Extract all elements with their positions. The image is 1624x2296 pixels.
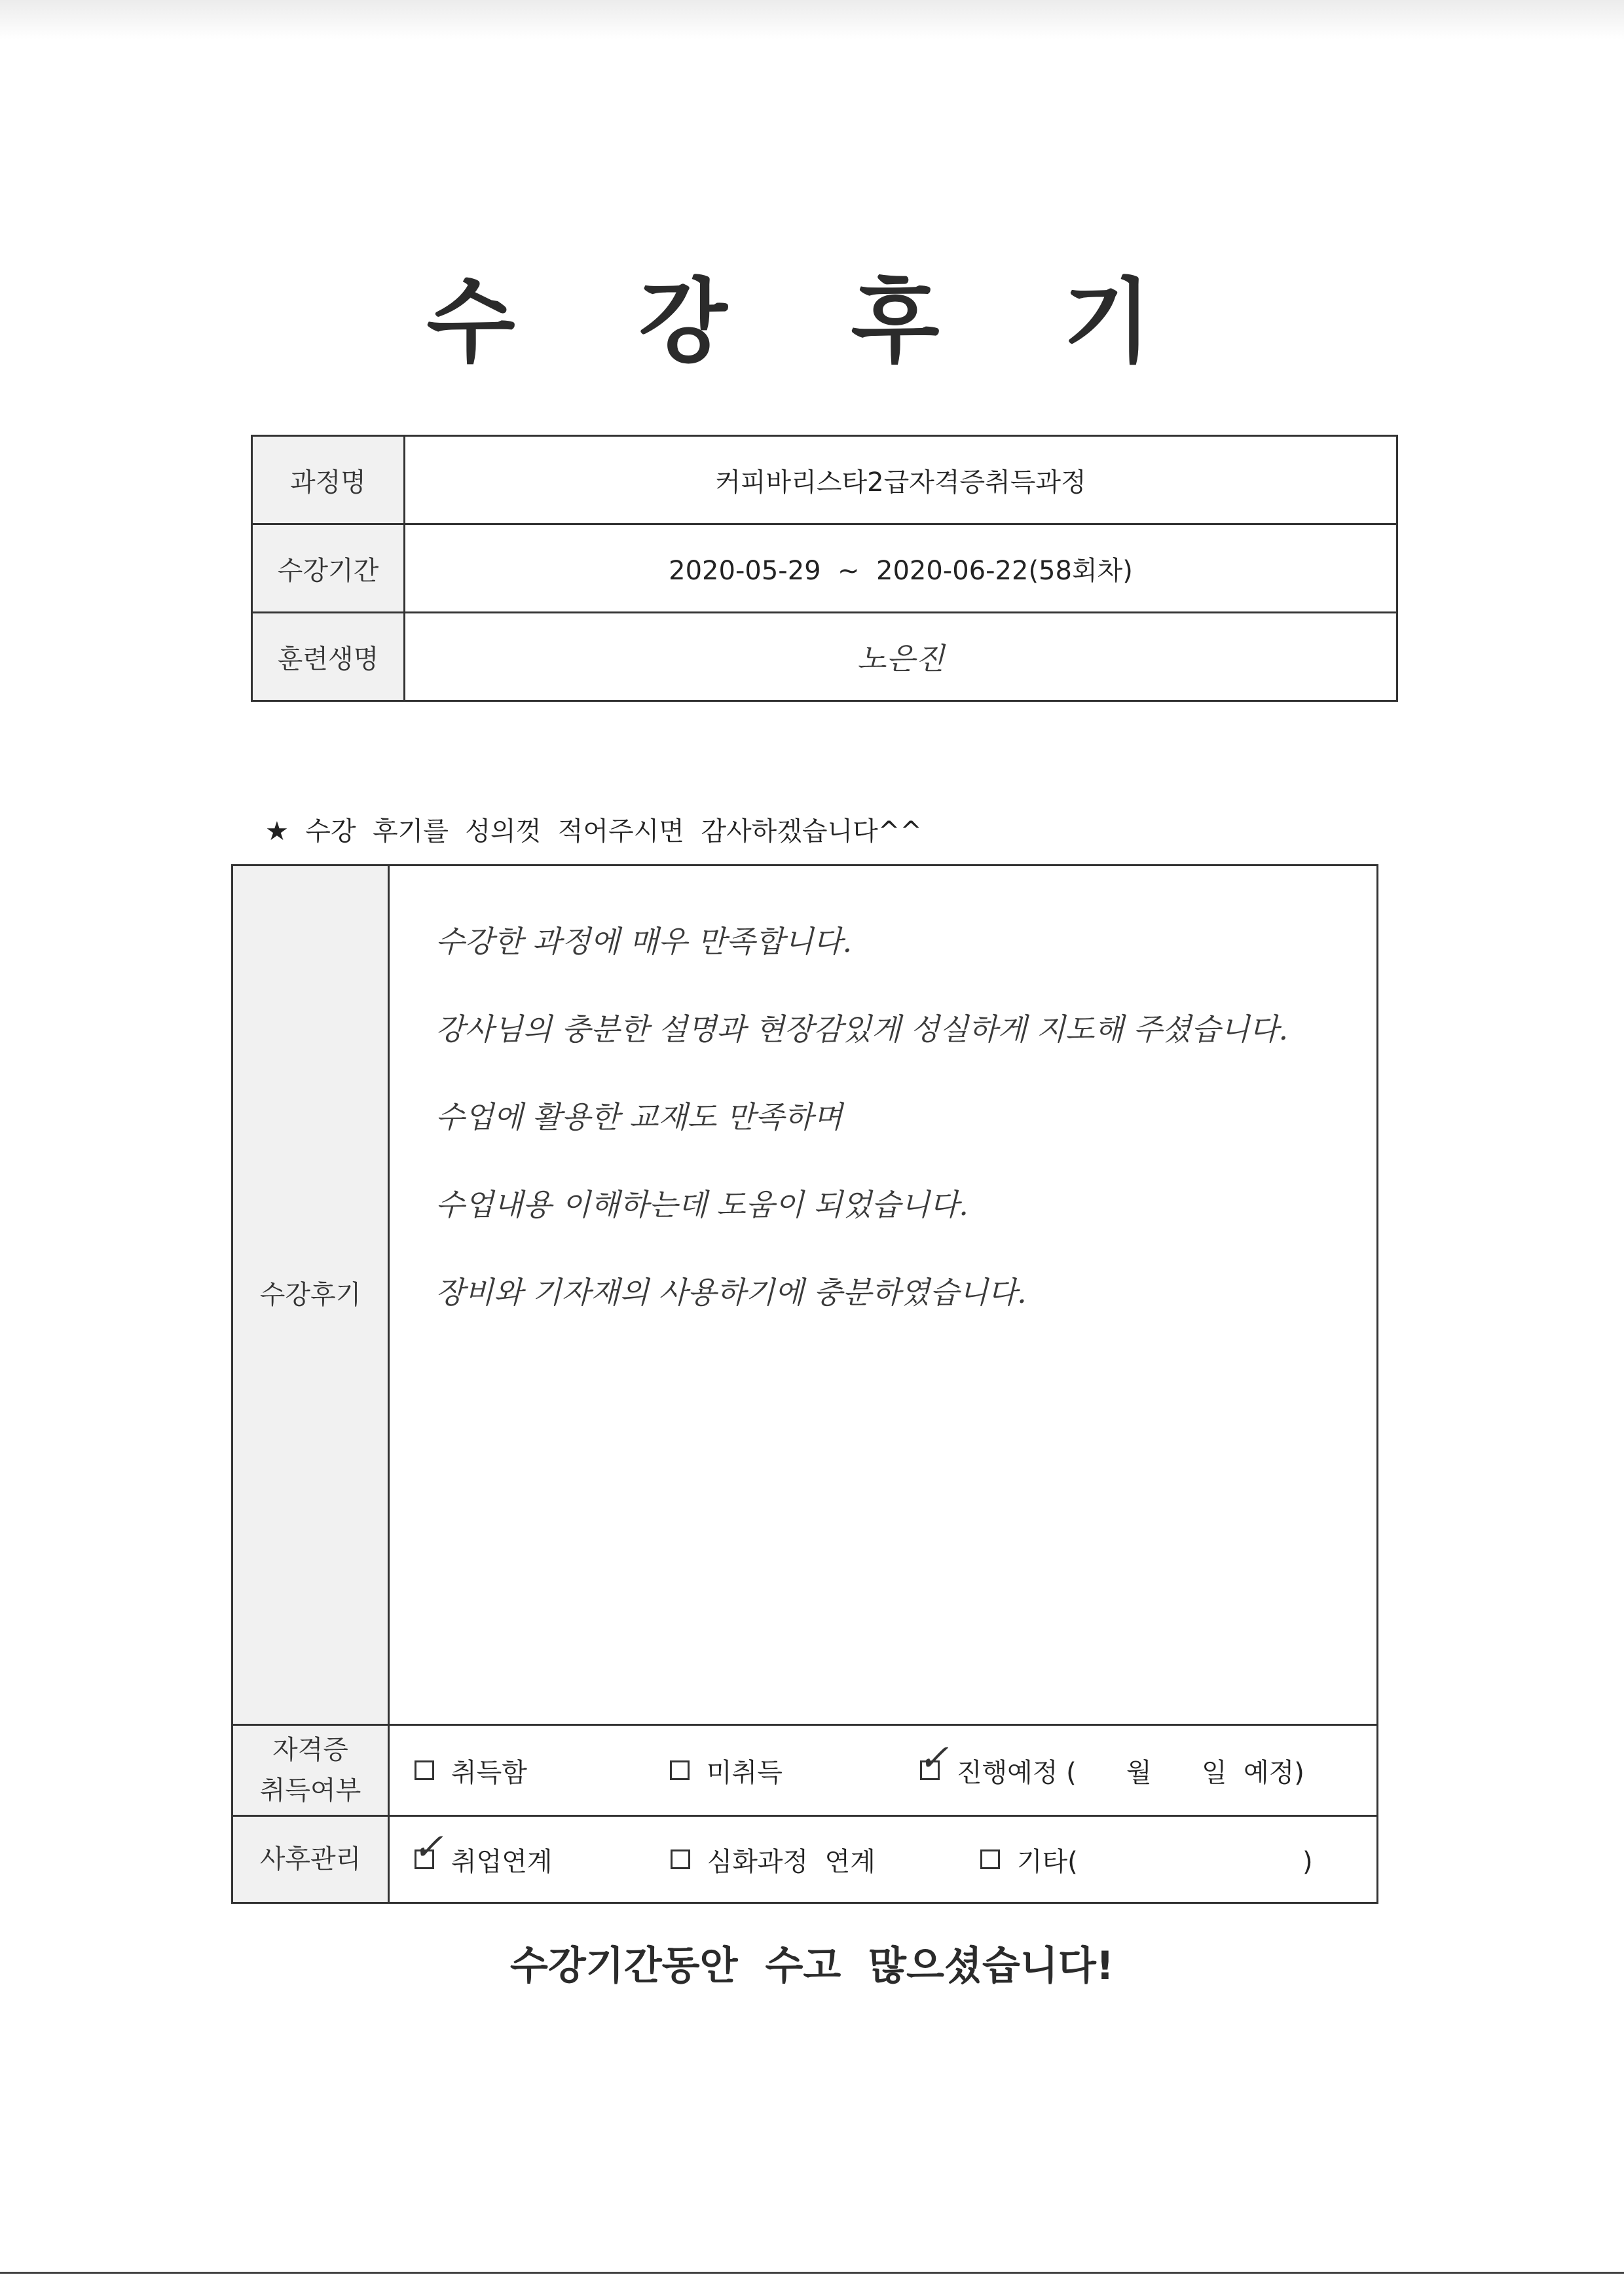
- certification-options-group: [390, 1737, 1376, 1789]
- aftercare-options-group: [390, 1826, 1376, 1878]
- checkbox-not-obtained[interactable]: [670, 1760, 690, 1780]
- check-mark-icon: ✓: [917, 1737, 949, 1779]
- review-line: 수강한 과정에 매우 만족합니다.: [435, 924, 853, 959]
- check-mark-icon: ✓: [413, 1826, 443, 1868]
- scan-top-edge: [0, 0, 1624, 39]
- page-title: 수 강 후 기: [426, 269, 1198, 376]
- checkbox-job-link[interactable]: [413, 1826, 443, 1869]
- certification-row: [232, 1725, 1378, 1816]
- checkbox-obtained[interactable]: [415, 1760, 434, 1780]
- trainee-value-cell: [405, 613, 1397, 701]
- checkbox-advanced-course[interactable]: [671, 1850, 690, 1869]
- review-row: [232, 866, 1378, 1725]
- trainee-name-handwritten: 노은진: [857, 641, 945, 676]
- aftercare-label: 사후관리: [232, 1816, 389, 1903]
- option-advanced-course[interactable]: [671, 1841, 876, 1878]
- course-info-table: [251, 435, 1398, 702]
- period-row: [252, 524, 1397, 613]
- option-not-obtained-label: 미취득: [706, 1757, 783, 1788]
- option-other-label: 기타( ): [1016, 1846, 1313, 1877]
- review-line: 수업내용 이해하는데 도움이 되었습니다.: [435, 1187, 969, 1222]
- scan-bottom-edge: [0, 2272, 1624, 2274]
- option-advanced-course-label: 심화과정 연계: [707, 1846, 876, 1877]
- course-value: 커피바리스타2급자격증취득과정: [405, 436, 1397, 524]
- aftercare-row: [232, 1816, 1378, 1903]
- review-line: 장비와 기자재의 사용하기에 충분하였습니다.: [435, 1275, 1027, 1310]
- period-value: 2020-05-29 ~ 2020-06-22(58회차): [405, 524, 1397, 613]
- option-obtained-label: 취득함: [451, 1757, 527, 1788]
- option-in-progress-label: 진행예정 ( 월 일 예정): [956, 1757, 1304, 1788]
- notice-text: ★ 수강 후기를 성의껏 적어주시면 감사하겠습니다^^: [265, 816, 922, 847]
- course-row: [252, 436, 1397, 524]
- review-content: [389, 866, 1378, 1725]
- period-label: 수강기간: [252, 524, 405, 613]
- trainee-row: [252, 613, 1397, 701]
- certification-options: [389, 1725, 1378, 1816]
- aftercare-options: [389, 1816, 1378, 1903]
- closing-message: 수강기간동안 수고 많으셨습니다!: [509, 1943, 1115, 1989]
- certification-label-line2: 취득여부: [259, 1776, 361, 1806]
- option-not-obtained[interactable]: [670, 1752, 783, 1789]
- option-job-link[interactable]: [413, 1826, 553, 1878]
- course-label: 과정명: [252, 436, 405, 524]
- certification-label: [232, 1725, 389, 1816]
- review-label: 수강후기: [232, 866, 389, 1725]
- certification-label-line1: 자격증: [272, 1735, 348, 1765]
- review-line: 강사님의 충분한 설명과 현장감있게 성실하게 지도해 주셨습니다.: [435, 1011, 1289, 1047]
- review-line: 수업에 활용한 교재도 만족하며: [435, 1099, 843, 1135]
- review-lines: [390, 866, 1376, 1344]
- option-obtained[interactable]: [415, 1752, 527, 1789]
- checkbox-other[interactable]: [980, 1850, 1000, 1869]
- trainee-label: 훈련생명: [252, 613, 405, 701]
- review-table: [231, 864, 1378, 1904]
- checkbox-in-progress[interactable]: [917, 1737, 949, 1780]
- option-in-progress[interactable]: [917, 1737, 1304, 1789]
- option-job-link-label: 취업연계: [451, 1846, 553, 1877]
- option-other[interactable]: [980, 1841, 1313, 1878]
